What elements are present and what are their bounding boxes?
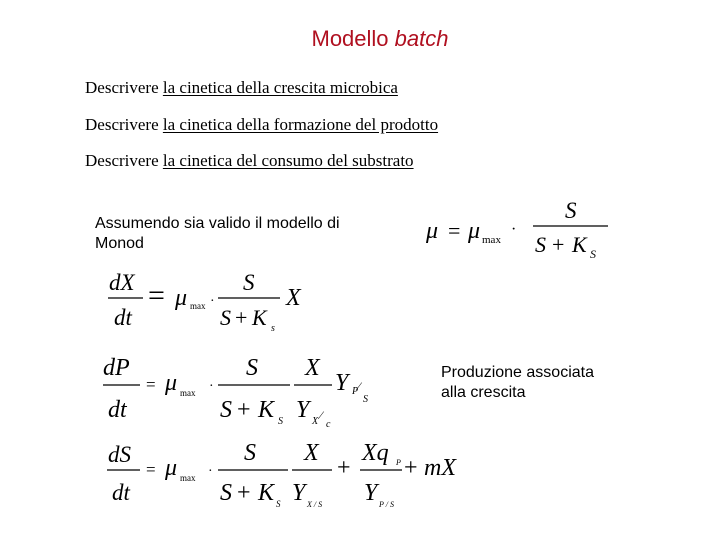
svg-text:s: s (271, 323, 275, 334)
svg-text:·: · (210, 294, 215, 309)
svg-text:max: max (180, 388, 196, 398)
svg-text:S: S (220, 480, 232, 506)
description-line-product: Descrivere la cinetica della formazione del prodotto (85, 115, 439, 134)
svg-text:·: · (209, 379, 214, 394)
svg-text:K: K (252, 305, 267, 330)
monod-note: Assumendo sia valido il modello di Monod (95, 215, 340, 252)
description-line-substrate: Descrivere la cinetica del consumo del substrato (85, 151, 414, 170)
svg-text:K: K (258, 397, 275, 423)
svg-text:⁄: ⁄ (358, 379, 361, 393)
svg-text:⁄: ⁄ (320, 408, 323, 422)
svg-text:+: + (337, 455, 351, 481)
description-line-growth: Descrivere la cinetica della crescita microbica (85, 78, 398, 97)
svg-text:Y: Y (296, 397, 310, 423)
svg-text:S: S (244, 440, 256, 466)
svg-text:+: + (237, 480, 251, 506)
svg-text:·: · (208, 464, 213, 479)
svg-text:μ: μ (468, 218, 481, 244)
svg-text:P: P (352, 386, 359, 397)
svg-text:dt: dt (108, 397, 127, 423)
svg-text:max: max (190, 301, 206, 311)
svg-text:μ: μ (165, 370, 178, 396)
svg-text:=: = (146, 375, 156, 394)
svg-text:S: S (363, 394, 368, 405)
svg-text:+: + (235, 305, 248, 330)
svg-text:Y: Y (292, 480, 306, 506)
svg-text:X: X (304, 440, 319, 466)
svg-text:=: = (448, 218, 461, 243)
svg-text:S: S (278, 416, 283, 427)
svg-text:μ: μ (426, 218, 439, 244)
svg-text:=: = (146, 460, 156, 479)
svg-text:dt: dt (112, 480, 130, 505)
svg-text:dX: dX (109, 270, 135, 295)
svg-text:P: P (396, 458, 401, 467)
svg-text:=: = (148, 279, 165, 312)
svg-text:S: S (220, 397, 232, 423)
product-equation (100, 345, 390, 435)
svg-text:S: S (220, 305, 231, 330)
svg-text:S: S (535, 232, 546, 257)
svg-text:μ: μ (165, 455, 178, 481)
svg-text:S: S (246, 355, 258, 381)
svg-text:S: S (590, 247, 596, 261)
monod-equation (420, 196, 620, 268)
page-title: Modello batch (311, 26, 449, 51)
svg-text:S: S (243, 270, 255, 295)
svg-text:+: + (237, 397, 251, 423)
svg-text:Y: Y (335, 370, 349, 396)
substrate-equation (100, 430, 480, 515)
svg-text:·: · (511, 221, 517, 238)
svg-text:dS: dS (108, 442, 131, 467)
svg-text:max: max (482, 234, 501, 246)
svg-text:mX: mX (424, 455, 456, 481)
svg-text:dt: dt (114, 305, 132, 330)
svg-text:max: max (180, 473, 196, 483)
svg-text:K: K (572, 232, 587, 257)
svg-text:S: S (276, 499, 281, 509)
svg-text:X / S: X / S (307, 500, 323, 509)
svg-text:X: X (305, 355, 320, 381)
growth-equation (100, 265, 320, 335)
svg-text:+: + (404, 455, 418, 481)
svg-text:Xq: Xq (362, 440, 389, 466)
svg-text:S: S (565, 198, 577, 223)
svg-text:K: K (258, 480, 275, 506)
svg-text:c: c (326, 419, 331, 430)
svg-text:X: X (312, 416, 319, 427)
svg-text:dP: dP (103, 355, 130, 381)
svg-text:Y: Y (364, 480, 378, 506)
growth-associated-note: Produzione associata alla crescita (441, 364, 594, 401)
svg-text:μ: μ (175, 285, 188, 311)
svg-text:P / S: P / S (379, 500, 394, 509)
svg-text:X: X (286, 285, 301, 311)
svg-text:+: + (552, 232, 565, 257)
